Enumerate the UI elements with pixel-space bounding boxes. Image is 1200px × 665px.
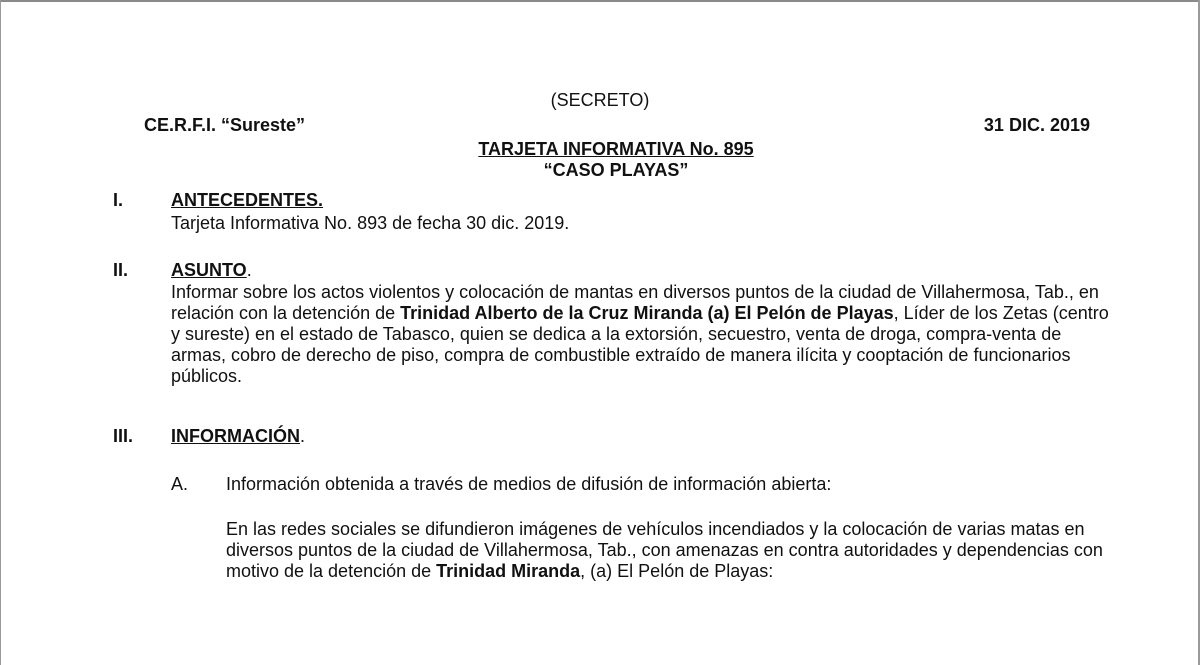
section-2-bold-name: Trinidad Alberto de la Cruz Miranda (a) El Pelón de Playas bbox=[400, 303, 894, 323]
subsection-a-letter: A. bbox=[171, 474, 189, 494]
section-1-heading bbox=[171, 190, 323, 211]
section-2-text-part1: Informar sobre los actos violentos y colocación de mantas en diversos puntos de la ciudad de Villahermosa, Tab., en relación con la detención de bbox=[171, 282, 1099, 323]
subsection-a-bold-name: Trinidad Miranda bbox=[436, 561, 581, 581]
section-3-heading-suffix: . bbox=[300, 426, 306, 446]
section-2-text bbox=[171, 282, 1115, 387]
document-title: TARJETA INFORMATIVA No. 895 bbox=[478, 139, 754, 159]
subsection-a-text-part1: En las redes sociales se difundieron imágenes de vehículos incendiados y la colocación de varias matas en diversos puntos de la ciudad de Villahermosa, Tab., con amenazas en contra autoridades y dependencias con motivo de la detención de bbox=[226, 519, 1103, 581]
document-subtitle: “CASO PLAYAS” bbox=[543, 160, 689, 180]
page-border-top bbox=[0, 0, 1200, 2]
section-2-number: II. bbox=[113, 260, 129, 280]
section-2-heading-text: ASUNTO bbox=[171, 260, 247, 280]
section-2-heading-suffix: . bbox=[246, 260, 252, 280]
subsection-a-text-part2: , (a) El Pelón de Playas: bbox=[580, 561, 774, 581]
section-1-number: I. bbox=[113, 190, 124, 210]
section-3-heading bbox=[171, 426, 305, 447]
document-date: 31 DIC. 2019 bbox=[983, 115, 1090, 135]
subsection-a-text bbox=[226, 519, 1114, 582]
section-3-heading-text: INFORMACIÓN bbox=[171, 426, 300, 446]
subsection-a-title: Información obtenida a través de medios de difusión de información abierta: bbox=[226, 474, 832, 494]
section-2-heading bbox=[171, 260, 252, 281]
organization-label: CE.R.F.I. “Sureste” bbox=[144, 115, 306, 135]
section-1-text: Tarjeta Informativa No. 893 de fecha 30 dic. 2019. bbox=[171, 213, 570, 233]
section-3-number: III. bbox=[113, 426, 134, 446]
section-1-heading-text: ANTECEDENTES. bbox=[171, 190, 324, 210]
classification-label: (SECRETO) bbox=[550, 90, 650, 110]
section-2-text-part2: , Líder de los Zetas (centro y sureste) en el estado de Tabasco, quien se dedica a la extorsión, secuestro, venta de droga, compra-venta de armas, cobro de derecho de piso, compra de combustible extraído de manera ilícita y cooptación de funcionarios públicos. bbox=[171, 303, 1109, 386]
